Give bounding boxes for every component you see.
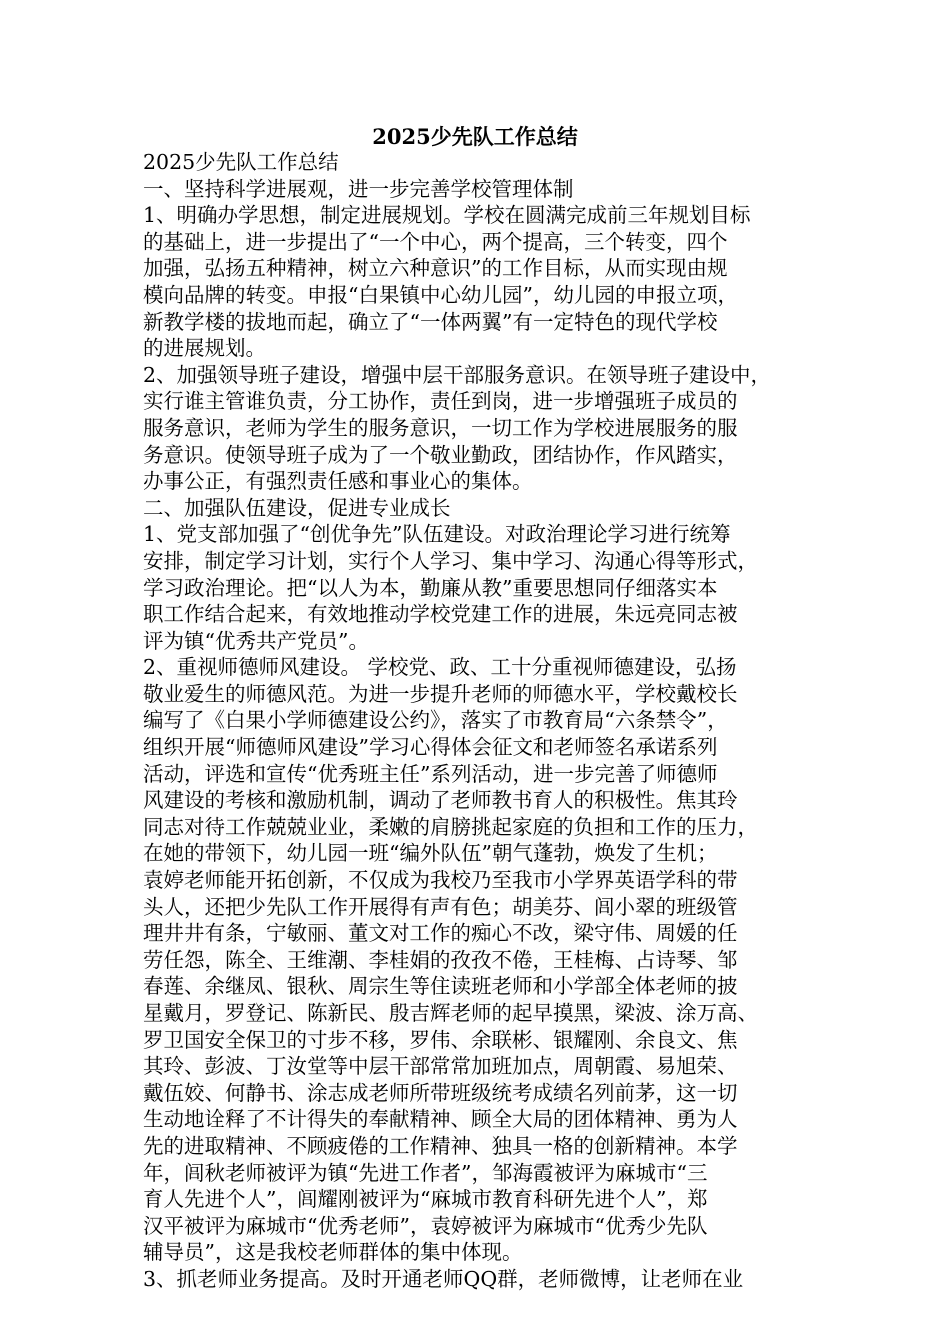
text-line: 学习政治理论。把“以人为本，勤廉从教”重要思想同仔细落实本 <box>143 575 718 600</box>
text-line: 办事公正，有强烈责任感和事业心的集体。 <box>143 469 533 494</box>
text-line: 务意识。使领导班子成为了一个敬业勤政，团结协作，作风踏实， <box>143 442 738 467</box>
text-line: 星戴月，罗登记、陈新民、殷吉辉老师的起早摸黑，梁波、涂万高、 <box>143 1001 758 1025</box>
text-line: 职工作结合起来，有效地推动学校党建工作的进展，朱远亮同志被 <box>143 602 738 627</box>
document-title: 2025少先队工作总结 <box>372 124 578 149</box>
text-line: 汉平被评为麻城市“优秀老师”，袁婷被评为麻城市“优秀少先队 <box>143 1213 708 1238</box>
text-line: 1、党支部加强了“创优争先”队伍建设。对政治理论学习进行统筹 <box>143 522 731 547</box>
text-line: 同志对待工作兢兢业业，柔嫩的肩膀挑起家庭的负担和工作的压力， <box>143 814 758 839</box>
text-line: 编写了《白果小学师德建设公约》，落实了市教育局“六条禁令”， <box>143 708 728 733</box>
text-line: 2025少先队工作总结 <box>143 150 339 174</box>
text-line: 敬业爱生的师德风范。为进一步提升老师的师德水平，学校戴校长 <box>143 681 738 706</box>
text-line: 年，闾秋老师被评为镇“先进工作者”，邹海霞被评为麻城市“三 <box>143 1160 708 1185</box>
text-line: 育人先进个人”，闾耀刚被评为“麻城市教育科研先进个人”，郑 <box>143 1187 708 1212</box>
text-line: 新教学楼的拔地而起，确立了“一体两翼”有一定特色的现代学校 <box>143 309 718 334</box>
text-line: 安排，制定学习计划，实行个人学习、集中学习、沟通心得等形式， <box>143 548 758 573</box>
text-line: 的基础上，进一步提出了“一个中心，两个提高，三个转变，四个 <box>143 229 728 254</box>
text-line: 戴伍姣、何静书、涂志成老师所带班级统考成绩名列前茅，这一切 <box>143 1080 738 1105</box>
text-line: 的进展规划。 <box>143 336 266 361</box>
document-body <box>143 149 813 1293</box>
section-heading: 二、加强队伍建设，促进专业成长 <box>143 495 451 520</box>
text-line: 春莲、余继凤、银秋、周宗生等住读班老师和小学部全体老师的披 <box>143 974 738 999</box>
text-line: 3、抓老师业务提高。及时开通老师QQ群，老师微博，让老师在业 <box>143 1266 744 1291</box>
text-line: 活动，评选和宣传“优秀班主任”系列活动，进一步完善了师德师 <box>143 761 718 786</box>
text-line: 其玲、彭波、丁汝堂等中层干部常常加班加点，周朝霞、易旭荣、 <box>143 1054 738 1079</box>
text-line: 实行谁主管谁负责，分工协作，责任到岗，进一步增强班子成员的 <box>143 389 738 414</box>
text-line: 劳任怨，陈全、王维潮、李桂娟的孜孜不倦，王桂梅、占诗琴、邹 <box>143 947 738 972</box>
text-line: 在她的带领下，幼儿园一班“编外队伍”朝气蓬勃，焕发了生机； <box>143 841 718 866</box>
text-line: 1、明确办学思想，制定进展规划。学校在圆满完成前三年规划目标 <box>143 203 751 228</box>
text-line: 头人，还把少先队工作开展得有声有色；胡美芬、闾小翠的班级管 <box>143 894 738 919</box>
text-line: 组织开展“师德师风建设”学习心得体会征文和老师签名承诺系列 <box>143 735 718 760</box>
text-line: 风建设的考核和激励机制，调动了老师教书育人的积极性。焦其玲 <box>143 788 738 813</box>
text-line: 模向品牌的转变。申报“白果镇中心幼儿园”，幼儿园的申报立项， <box>143 282 738 307</box>
text-line: 生动地诠释了不计得失的奉献精神、顾全大局的团体精神、勇为人 <box>143 1107 738 1132</box>
text-line: 2、加强领导班子建设，增强中层干部服务意识。在领导班子建设中， <box>143 362 772 387</box>
section-heading: 一、坚持科学进展观，进一步完善学校管理体制 <box>143 176 574 201</box>
text-line: 袁婷老师能开拓创新，不仅成为我校乃至我市小学界英语学科的带 <box>143 868 738 893</box>
text-line: 先的进取精神、不顾疲倦的工作精神、独具一格的创新精神。本学 <box>143 1133 738 1158</box>
text-line: 理井井有条，宁敏丽、董文对工作的痴心不改，梁守伟、周媛的任 <box>143 921 738 946</box>
text-line: 罗卫国安全保卫的寸步不移，罗伟、余联彬、银耀刚、余良文、焦 <box>143 1027 738 1052</box>
text-line: 加强，弘扬五种精神，树立六种意识”的工作目标，从而实现由规 <box>143 256 728 281</box>
text-line: 评为镇“优秀共产党员”。 <box>143 628 369 653</box>
text-line: 2、重视师德师风建设。 学校党、政、工十分重视师德建设，弘扬 <box>143 655 737 680</box>
text-line: 服务意识，老师为学生的服务意识，一切工作为学校进展服务的服 <box>143 415 738 440</box>
text-line: 辅导员”，这是我校老师群体的集中体现。 <box>143 1240 523 1265</box>
